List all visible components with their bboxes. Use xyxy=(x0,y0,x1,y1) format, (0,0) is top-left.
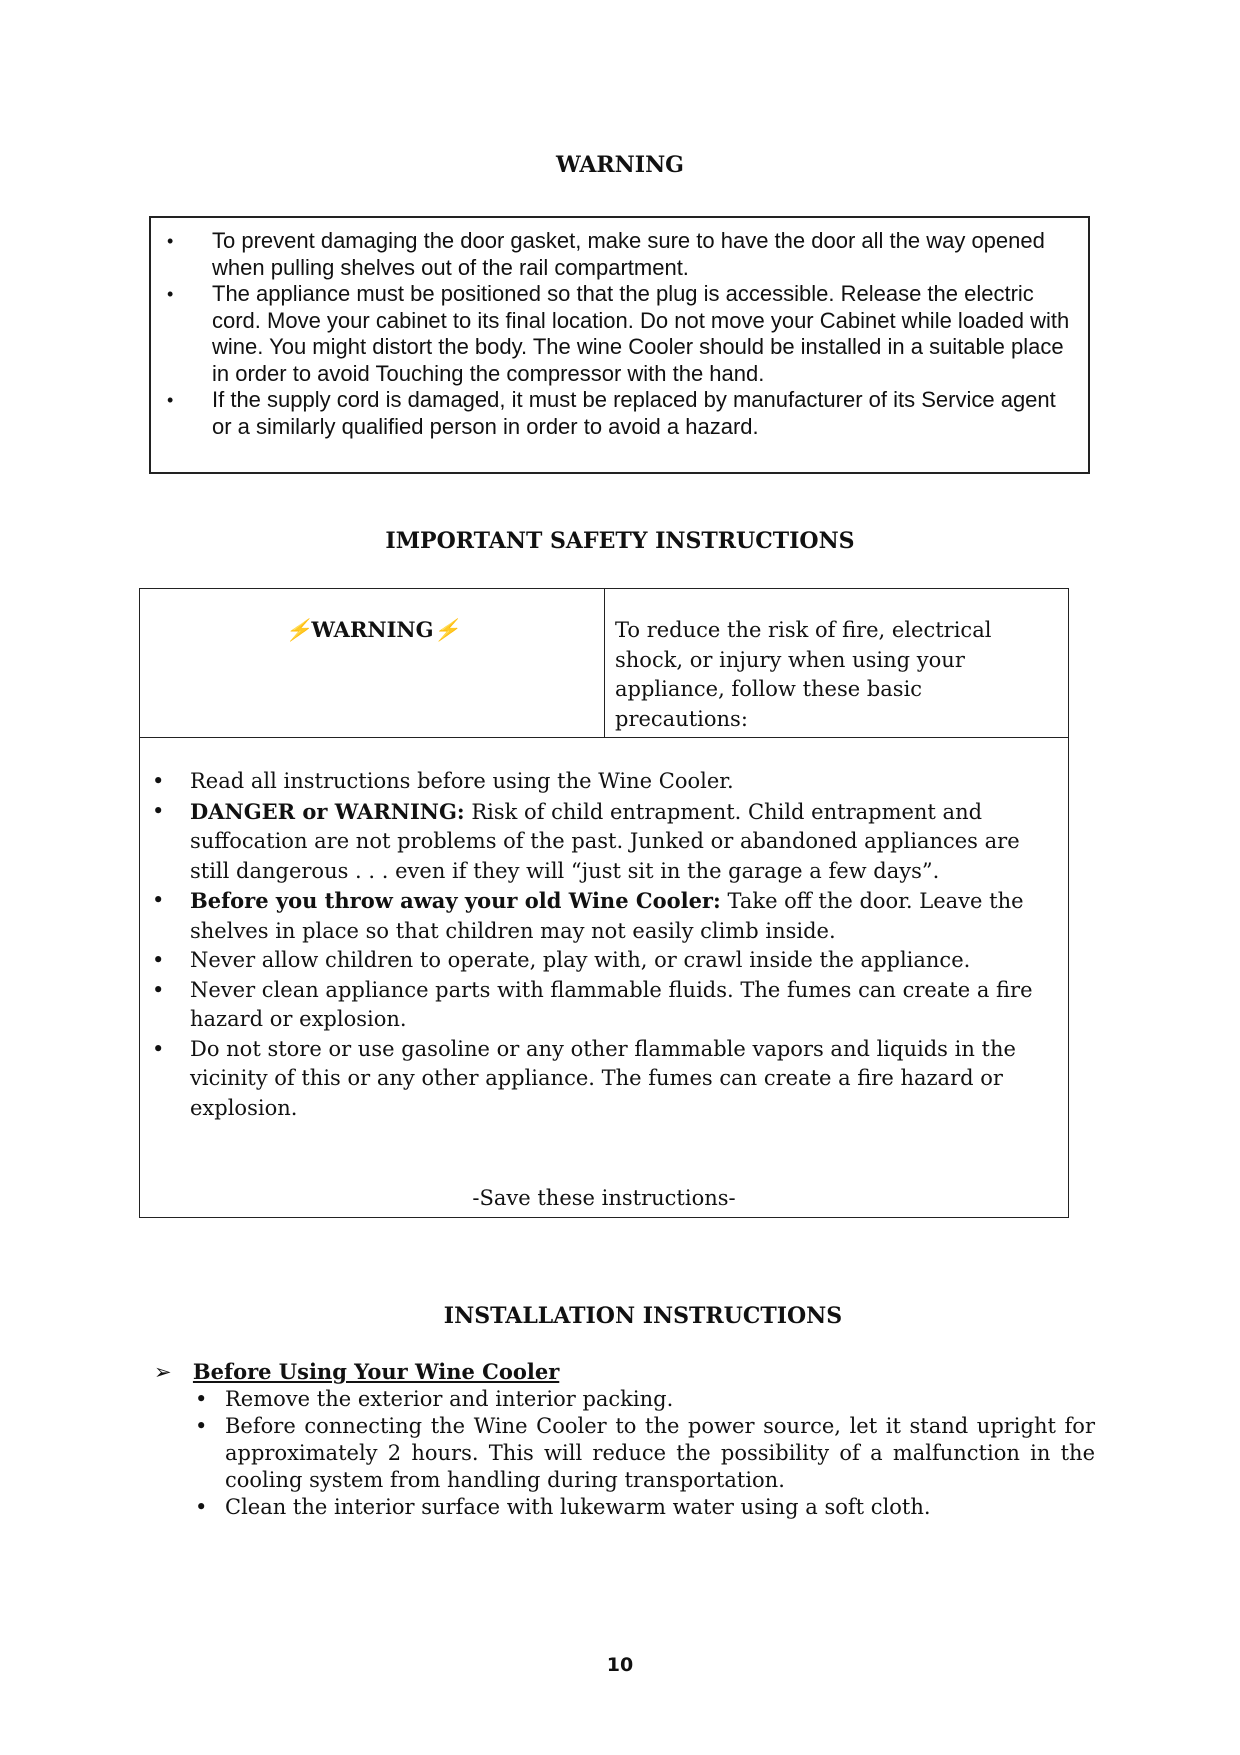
list-item: • Before you throw away your old Wine Cooler: Take off the door. Leave the shelves in place so that children may not easily climb inside. xyxy=(152,888,1024,943)
list-item: • Remove the exterior and interior packing. xyxy=(195,1387,674,1411)
list-item: • DANGER or WARNING: Risk of child entrapment. Child entrapment and suffocation are not problems of the past. Junked or abandoned appliances are still dangerous . . . even if they will “just sit in the garage a few days”. xyxy=(152,798,1020,883)
warning-label: WARNING xyxy=(311,617,434,642)
warning-box xyxy=(149,216,1090,474)
safety-list xyxy=(140,767,1050,1123)
bullet-icon: • xyxy=(152,977,165,1002)
list-item: • Do not store or use gasoline or any other flammable vapors and liquids in the vicinity of this or any other appliance. The fumes can create a fire hazard or explosion. xyxy=(152,1036,1016,1120)
list-item: • To prevent damaging the door gasket, make sure to have the door all the way opened when pulling shelves out of the rail compartment. xyxy=(167,228,1045,280)
bullet-icon: • xyxy=(152,1036,165,1061)
list-item: • Clean the interior surface with lukewarm water using a soft cloth. xyxy=(195,1495,931,1519)
bullet-icon: • xyxy=(167,231,174,251)
bullet-icon: • xyxy=(195,1495,208,1519)
save-instructions: -Save these instructions- xyxy=(472,1186,736,1210)
bullet-icon: • xyxy=(152,769,165,793)
safety-intro-cell xyxy=(605,589,1069,738)
safety-warning-cell xyxy=(140,589,605,738)
bullet-icon: • xyxy=(152,948,165,972)
warning-title: WARNING xyxy=(556,152,684,178)
list-item: • Never clean appliance parts with flammable fluids. The fumes can create a fire hazard or explosion. xyxy=(152,977,1033,1031)
lightning-icon: ⚡ xyxy=(433,617,460,642)
bullet-icon: • xyxy=(152,798,165,823)
list-item: • Never allow children to operate, play with, or crawl inside the appliance. xyxy=(140,946,1050,976)
list-item: • The appliance must be positioned so that the plug is accessible. Release the electric cord. Move your cabinet to its final location. Do not move your Cabinet while loaded with wine. You might distort the body. The wine Cooler should be installed in a suitable place in order to avoid Touching the compressor with the hand. xyxy=(167,281,1070,386)
list-item: • If the supply cord is damaged, it must be replaced by manufacturer of its Service agent or a similarly qualified person in order to avoid a hazard. xyxy=(167,387,1056,439)
install-list xyxy=(149,1386,1095,1521)
install-subheading: Before Using Your Wine Cooler xyxy=(192,1359,560,1384)
arrow-bullet-icon: ➢ xyxy=(154,1360,172,1384)
lightning-icon: ⚡ xyxy=(285,617,312,642)
bullet-icon: • xyxy=(195,1414,208,1438)
bullet-icon: • xyxy=(195,1387,208,1411)
list-item: • Before connecting the Wine Cooler to the power source, let it stand upright for approximately 2 hours. This will reduce the possibility of a malfunction in the cooling system from handling during transportation. xyxy=(195,1414,1095,1492)
safety-title: IMPORTANT SAFETY INSTRUCTIONS xyxy=(385,528,855,554)
page-number: 10 xyxy=(606,1654,634,1676)
safety-table xyxy=(139,588,1069,1218)
bullet-icon: • xyxy=(152,888,165,912)
install-subheading-row xyxy=(154,1357,559,1388)
install-title: INSTALLATION INSTRUCTIONS xyxy=(443,1303,843,1329)
safety-intro: To reduce the risk of fire, electrical shock, or injury when using your appliance, follow these basic precautions: xyxy=(615,618,992,731)
bullet-icon: • xyxy=(167,284,174,304)
list-item: • Read all instructions before using the Wine Cooler. xyxy=(140,767,1050,797)
bullet-icon: • xyxy=(167,390,174,410)
